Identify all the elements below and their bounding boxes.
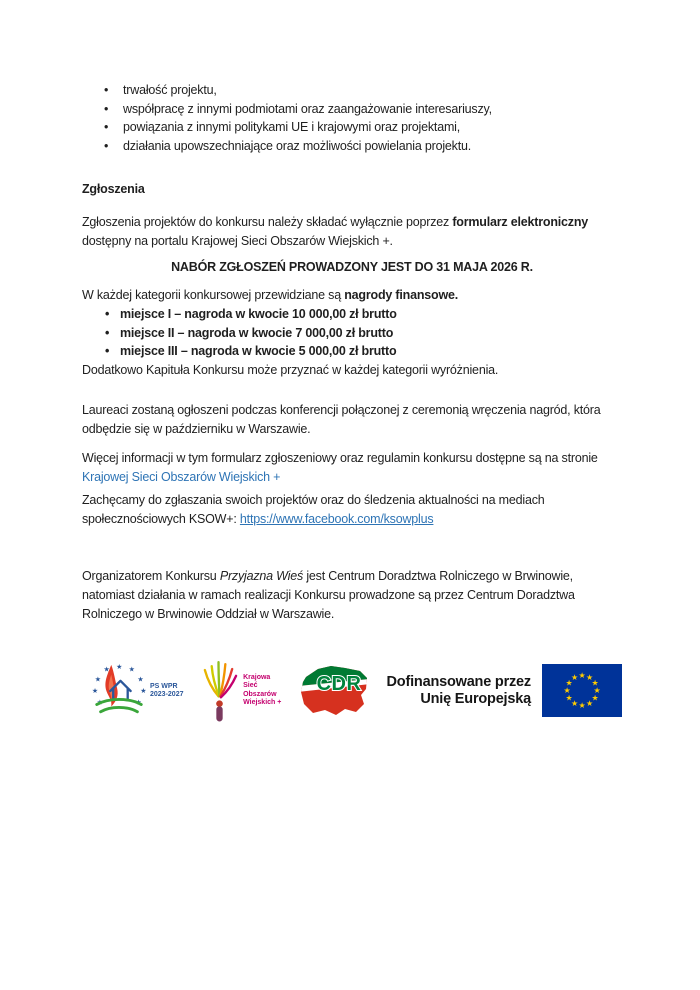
svg-text:★: ★ bbox=[591, 678, 599, 688]
svg-text:★: ★ bbox=[116, 663, 122, 671]
paragraph-text: Więcej informacji w tym formularz zgłoszeniowy oraz regulamin konkursu dostępne są na stronie bbox=[82, 450, 598, 465]
paragraph-text: Zgłoszenia projektów do konkursu należy składać wyłącznie poprzez bbox=[82, 215, 453, 229]
svg-text:★: ★ bbox=[591, 693, 599, 703]
announcement-paragraph: Laureaci zostaną ogłoszeni podczas konferencji połączonej z ceremonią wręczenia nagród, która odbędzie się w październiku w Warszawie. bbox=[82, 402, 601, 436]
ps-wpr-emblem-icon bbox=[90, 661, 148, 721]
svg-text:★: ★ bbox=[94, 675, 101, 683]
ksow-label: Krajowa Sieć Obszarów Wiejskich + bbox=[243, 673, 282, 706]
facebook-link[interactable]: https://www.facebook.com/ksowplus bbox=[239, 511, 434, 526]
criteria-list bbox=[82, 81, 622, 155]
paragraph-text: Organizatorem Konkursu bbox=[82, 568, 220, 583]
svg-text:★: ★ bbox=[563, 686, 571, 695]
document-content bbox=[82, 0, 622, 724]
paragraph-text: Zachęcamy do zgłaszania swoich projektów oraz do śledzenia aktualności na mediach społecznościowych KSOW+: bbox=[82, 492, 545, 526]
svg-text:★: ★ bbox=[128, 666, 135, 674]
svg-text:★: ★ bbox=[578, 701, 586, 710]
svg-text:★: ★ bbox=[96, 699, 103, 707]
svg-text:★: ★ bbox=[565, 693, 573, 703]
eu-funding-text: Dofinansowane przez Unię Europejską bbox=[386, 674, 531, 707]
list-item: • miejsce III – nagroda w kwocie 5 000,00 zł brutto bbox=[82, 342, 622, 361]
svg-text:★: ★ bbox=[585, 673, 593, 682]
deadline-banner: NABÓR ZGŁOSZEŃ PROWADZONY JEST DO 31 MAJA 2026 R. bbox=[171, 260, 533, 274]
svg-text:★: ★ bbox=[585, 699, 593, 708]
list-item: • współpracę z innymi podmiotami oraz zaangażowanie interesariuszy, bbox=[82, 100, 622, 119]
prizes-list bbox=[82, 305, 622, 361]
svg-text:★: ★ bbox=[578, 671, 586, 680]
svg-text:★: ★ bbox=[103, 666, 110, 674]
list-item: • trwałość projektu, bbox=[82, 81, 622, 100]
paragraph-bold-text: formularz elektroniczny bbox=[452, 215, 589, 229]
contest-name-italic: Przyjazna Wieś bbox=[219, 568, 304, 583]
paragraph-bold-text: nagrody finansowe. bbox=[344, 288, 459, 302]
prizes-note: Dodatkowo Kapituła Konkursu może przyznać w każdej kategorii wyróżnienia. bbox=[82, 362, 499, 377]
submissions-paragraph bbox=[82, 213, 622, 251]
svg-text:★: ★ bbox=[135, 699, 142, 707]
svg-text:★: ★ bbox=[593, 686, 601, 695]
prizes-intro bbox=[82, 286, 622, 305]
paragraph-text: dostępny na portalu Krajowej Sieci Obszarów Wiejskich +. bbox=[82, 234, 393, 248]
eu-funding-block bbox=[387, 664, 622, 717]
ksow-logo bbox=[200, 659, 281, 722]
svg-text:★: ★ bbox=[140, 687, 147, 695]
paragraph-text: jest Centrum Doradztwa Rolniczego w Brwinowie, natomiast działania w ramach realizacji Konkursu prowadzone są przez Centrum Doradztwa Rolniczego w Brwinowie Oddział w Warszawie. bbox=[82, 568, 575, 621]
list-item: • miejsce I – nagroda w kwocie 10 000,00 zł brutto bbox=[82, 305, 622, 324]
cdr-map-icon bbox=[298, 664, 370, 718]
list-item: • działania upowszechniające oraz możliwości powielania projektu. bbox=[82, 137, 622, 156]
ps-wpr-logo bbox=[90, 661, 183, 721]
submissions-heading: Zgłoszenia bbox=[82, 182, 145, 196]
logo-strip bbox=[82, 658, 622, 724]
svg-text:★: ★ bbox=[565, 678, 573, 688]
paragraph-text: W każdej kategorii konkursowej przewidziane są bbox=[82, 288, 345, 302]
organizer-paragraph bbox=[82, 567, 622, 624]
svg-text:★: ★ bbox=[570, 673, 578, 682]
eu-flag-icon bbox=[542, 664, 622, 717]
social-paragraph bbox=[82, 491, 622, 529]
svg-text:★: ★ bbox=[91, 687, 98, 695]
cdr-logo bbox=[298, 664, 370, 718]
list-item: • miejsce II – nagroda w kwocie 7 000,00 zł brutto bbox=[82, 324, 622, 343]
svg-text:CDR: CDR bbox=[316, 672, 362, 695]
svg-text:★: ★ bbox=[570, 699, 578, 708]
ksow-portal-link[interactable]: Krajowej Sieci Obszarów Wiejskich + bbox=[82, 469, 281, 484]
svg-text:★: ★ bbox=[137, 675, 144, 683]
list-item: • powiązania z innymi politykami UE i krajowymi oraz projektami, bbox=[82, 118, 622, 137]
more-info-paragraph bbox=[82, 449, 622, 487]
ps-wpr-label: PS WPR 2023-2027 bbox=[150, 682, 184, 698]
ksow-plant-icon bbox=[200, 659, 239, 722]
